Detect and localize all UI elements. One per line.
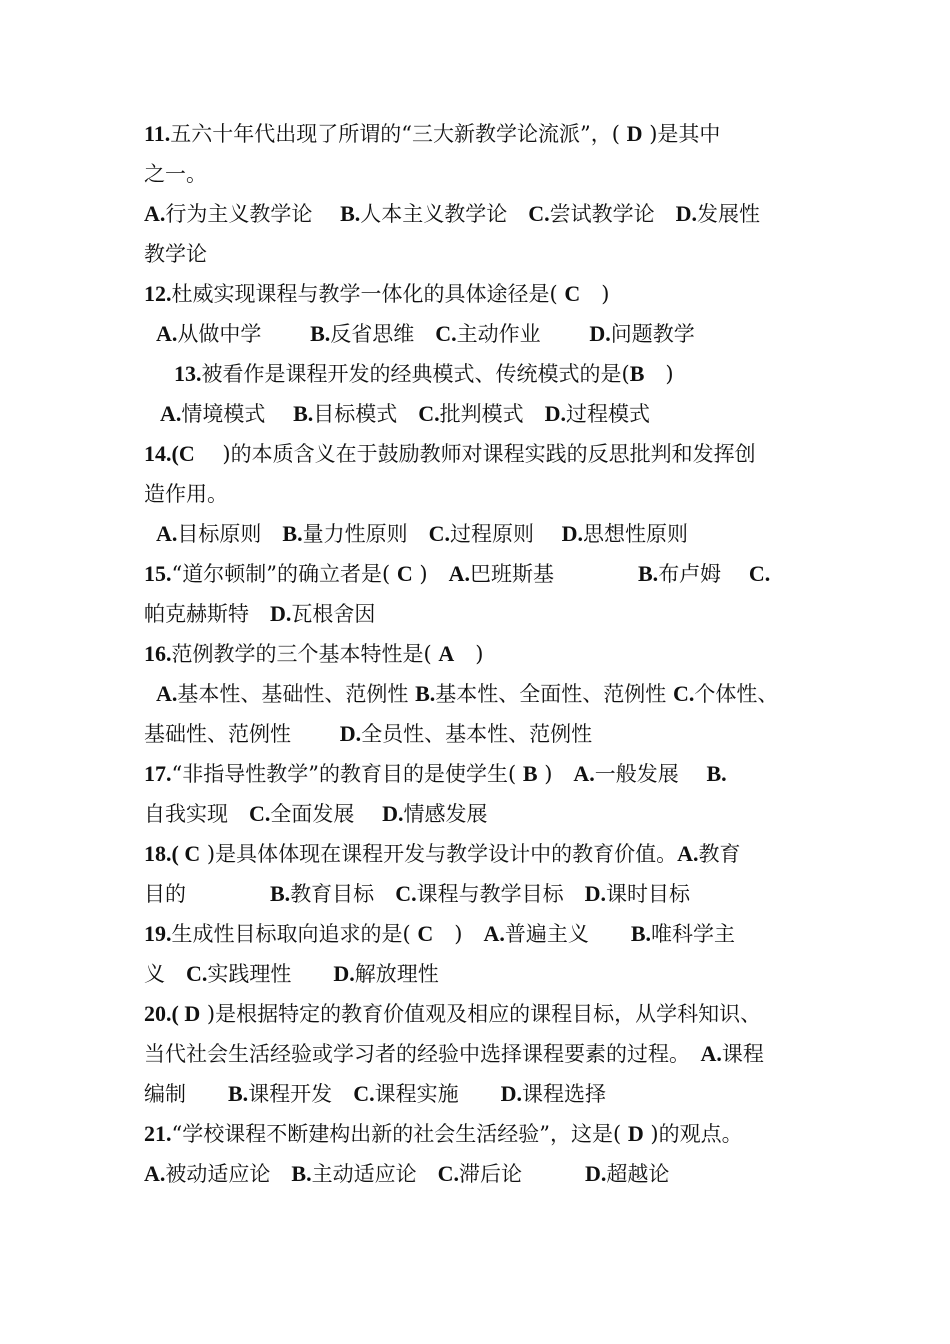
text-line bbox=[144, 834, 814, 874]
text-line bbox=[144, 394, 814, 434]
bold-label: B. bbox=[291, 1161, 312, 1186]
bold-label: A. bbox=[144, 1161, 166, 1186]
text-line bbox=[144, 914, 814, 954]
bold-label: D. bbox=[544, 401, 567, 426]
text-run: 基础性、范例性 bbox=[144, 722, 340, 746]
text-run: 生成性目标取向追求的是( bbox=[171, 922, 418, 946]
text-run: 课程开发 bbox=[248, 1082, 354, 1106]
text-run: 超越论 bbox=[606, 1162, 670, 1186]
bold-label: D bbox=[627, 1121, 644, 1146]
text-run: 情境模式 bbox=[181, 402, 294, 426]
bold-label: 21. bbox=[144, 1121, 172, 1146]
bold-label: 20.( bbox=[144, 1001, 185, 1026]
text-run: ) bbox=[412, 562, 449, 586]
bold-label: B bbox=[522, 761, 538, 786]
text-run: 实践理性 bbox=[207, 962, 334, 986]
bold-label: C bbox=[564, 281, 581, 306]
bold-label: A. bbox=[156, 521, 178, 546]
bold-label: 12. bbox=[144, 281, 172, 306]
text-run: 造作用。 bbox=[144, 482, 228, 506]
text-line bbox=[144, 274, 814, 314]
text-run: 课程 bbox=[721, 1042, 764, 1066]
text-run: 主动作业 bbox=[456, 322, 590, 346]
bold-label: 18.( bbox=[144, 841, 185, 866]
text-line bbox=[144, 234, 814, 274]
text-run: )的观点。 bbox=[643, 1122, 743, 1146]
text-run: 问题教学 bbox=[610, 322, 695, 346]
text-run: 基本性、全面性、范例性 bbox=[435, 682, 673, 706]
bold-label: C. bbox=[353, 1081, 375, 1106]
text-run: 瓦根舍因 bbox=[291, 602, 376, 626]
bold-label: C bbox=[396, 561, 413, 586]
text-run: 一般发展 bbox=[594, 762, 707, 786]
bold-label: C. bbox=[395, 881, 417, 906]
text-run: 滞后论 bbox=[458, 1162, 585, 1186]
text-line bbox=[144, 314, 814, 354]
text-run: 思想性原则 bbox=[583, 522, 689, 546]
bold-label: A. bbox=[156, 681, 178, 706]
text-line bbox=[144, 1034, 814, 1074]
bold-label: C. bbox=[672, 681, 695, 706]
text-run: 教育 bbox=[698, 842, 741, 866]
text-run: 个体性、 bbox=[694, 682, 779, 706]
bold-label: D. bbox=[561, 521, 584, 546]
text-run: “学校课程不断建构出新的社会生活经验”，这是( bbox=[171, 1122, 628, 1146]
bold-label: C bbox=[184, 841, 201, 866]
text-line bbox=[144, 874, 814, 914]
bold-label: B. bbox=[293, 401, 314, 426]
bold-label: D. bbox=[500, 1081, 522, 1106]
bold-label: C bbox=[417, 921, 434, 946]
text-run: 基本性、基础性、范例性 bbox=[177, 682, 416, 706]
bold-label: 19. bbox=[144, 921, 172, 946]
text-run: 范例教学的三个基本特性是( bbox=[171, 642, 439, 666]
text-line bbox=[144, 154, 814, 194]
text-run: 全员性、基本性、范例性 bbox=[361, 722, 593, 746]
text-line bbox=[144, 514, 814, 554]
text-line bbox=[144, 114, 814, 154]
text-run: 主动适应论 bbox=[311, 1162, 438, 1186]
bold-label: 16. bbox=[144, 641, 172, 666]
bold-label: A. bbox=[156, 321, 178, 346]
text-run: ) bbox=[537, 762, 574, 786]
bold-label: B. bbox=[706, 761, 727, 786]
bold-label: C. bbox=[437, 1161, 459, 1186]
text-run: 当代社会生活经验或学习者的经验中选择课程要素的过程。 bbox=[144, 1042, 701, 1066]
text-run: “非指导性教学”的教育目的是使学生( bbox=[171, 762, 523, 786]
text-run: 发展性 bbox=[697, 202, 761, 226]
text-run: 被看作是课程开发的经典模式、传统模式的是( bbox=[201, 362, 630, 386]
bold-label: A bbox=[438, 641, 455, 666]
bold-label: C. bbox=[748, 561, 771, 586]
bold-label: D. bbox=[584, 881, 606, 906]
text-run: ) bbox=[433, 922, 484, 946]
bold-label: A. bbox=[483, 921, 505, 946]
bold-label: C. bbox=[186, 961, 208, 986]
bold-label: C. bbox=[418, 401, 440, 426]
text-line bbox=[144, 994, 814, 1034]
text-run: 之一。 bbox=[144, 162, 207, 186]
text-run: ) bbox=[644, 362, 674, 386]
text-line bbox=[144, 954, 814, 994]
bold-label: C bbox=[178, 441, 195, 466]
text-run: 反省思维 bbox=[330, 322, 436, 346]
text-line bbox=[144, 634, 814, 674]
text-run: 课程与教学目标 bbox=[416, 882, 585, 906]
text-line bbox=[144, 714, 814, 754]
bold-label: D bbox=[184, 1001, 201, 1026]
text-run: 被动适应论 bbox=[165, 1162, 292, 1186]
bold-label: D bbox=[626, 121, 643, 146]
text-run: 解放理性 bbox=[354, 962, 439, 986]
text-run: 量力性原则 bbox=[302, 522, 429, 546]
text-line bbox=[144, 354, 814, 394]
text-run: 自我实现 bbox=[144, 802, 249, 826]
text-run: 帕克赫斯特 bbox=[144, 602, 270, 626]
bold-label: D. bbox=[584, 1161, 607, 1186]
text-run: 过程模式 bbox=[566, 402, 651, 426]
text-run: 全面发展 bbox=[270, 802, 383, 826]
bold-label: 14.( bbox=[144, 441, 179, 466]
bold-label: D. bbox=[333, 961, 355, 986]
bold-label: A. bbox=[160, 401, 182, 426]
bold-label: 15. bbox=[144, 561, 172, 586]
text-line bbox=[144, 794, 814, 834]
bold-label: D. bbox=[382, 801, 404, 826]
bold-label: B. bbox=[630, 921, 652, 946]
text-run: “道尔顿制”的确立者是( bbox=[171, 562, 397, 586]
bold-label: B. bbox=[228, 1081, 249, 1106]
bold-label: A. bbox=[144, 201, 166, 226]
bold-label: B. bbox=[638, 561, 659, 586]
text-run: 教学论 bbox=[144, 242, 207, 266]
question-list bbox=[144, 114, 814, 1194]
text-run: 课时目标 bbox=[605, 882, 690, 906]
text-run: 巴班斯基 bbox=[470, 562, 638, 586]
text-run: 过程原则 bbox=[449, 522, 562, 546]
bold-label: D. bbox=[589, 321, 611, 346]
bold-label: B. bbox=[282, 521, 303, 546]
text-line bbox=[144, 594, 814, 634]
text-run: 普遍主义 bbox=[504, 922, 631, 946]
text-run: 目的 bbox=[144, 882, 270, 906]
text-run: 课程选择 bbox=[521, 1082, 606, 1106]
bold-label: D. bbox=[675, 201, 698, 226]
text-run: 目标原则 bbox=[177, 522, 283, 546]
text-line bbox=[144, 754, 814, 794]
text-run: ) bbox=[580, 282, 610, 306]
text-run: 教育目标 bbox=[290, 882, 396, 906]
text-run: 五六十年代出现了所谓的“三大新教学论流派”，( bbox=[170, 122, 627, 146]
bold-label: B. bbox=[310, 321, 331, 346]
text-run: 课程实施 bbox=[374, 1082, 501, 1106]
text-run: )是根据特定的教育价值观及相应的课程目标，从学科知识、 bbox=[200, 1002, 762, 1026]
text-run: 义 bbox=[144, 962, 186, 986]
text-run: 杜威实现课程与教学一体化的具体途径是( bbox=[171, 282, 565, 306]
text-run: 尝试教学论 bbox=[549, 202, 676, 226]
text-run: 布卢姆 bbox=[658, 562, 749, 586]
bold-label: B. bbox=[340, 201, 361, 226]
bold-label: B. bbox=[415, 681, 436, 706]
text-line bbox=[144, 1074, 814, 1114]
text-line bbox=[144, 674, 814, 714]
bold-label: C. bbox=[528, 201, 550, 226]
bold-label: 17. bbox=[144, 761, 172, 786]
text-run: 目标模式 bbox=[313, 402, 419, 426]
bold-label: A. bbox=[573, 761, 595, 786]
text-run: ) bbox=[454, 642, 484, 666]
text-run: 情感发展 bbox=[403, 802, 488, 826]
bold-label: A. bbox=[448, 561, 470, 586]
text-line bbox=[144, 1114, 814, 1154]
text-line bbox=[144, 434, 814, 474]
bold-label: B. bbox=[270, 881, 291, 906]
bold-label: D. bbox=[270, 601, 292, 626]
text-run: )是其中 bbox=[642, 122, 721, 146]
bold-label: A. bbox=[677, 841, 699, 866]
bold-label: 11. bbox=[144, 121, 171, 146]
text-run: 批判模式 bbox=[439, 402, 545, 426]
text-run: 唯科学主 bbox=[651, 922, 736, 946]
text-line bbox=[144, 474, 814, 514]
bold-label: C. bbox=[435, 321, 457, 346]
bold-label: A. bbox=[700, 1041, 722, 1066]
bold-label: B bbox=[629, 361, 645, 386]
text-run: 编制 bbox=[144, 1082, 228, 1106]
text-line bbox=[144, 1154, 814, 1194]
bold-label: C. bbox=[428, 521, 450, 546]
text-run: 从做中学 bbox=[177, 322, 311, 346]
text-run: 人本主义教学论 bbox=[360, 202, 529, 226]
text-line bbox=[144, 554, 814, 594]
text-run: )是具体体现在课程开发与教学设计中的教育价值。 bbox=[200, 842, 678, 866]
bold-label: C. bbox=[249, 801, 271, 826]
text-run: )的本质含义在于鼓励教师对课程实践的反思批判和发挥创 bbox=[194, 442, 756, 466]
text-run: 行为主义教学论 bbox=[165, 202, 341, 226]
text-line bbox=[144, 194, 814, 234]
bold-label: D. bbox=[339, 721, 362, 746]
bold-label: 13. bbox=[174, 361, 202, 386]
